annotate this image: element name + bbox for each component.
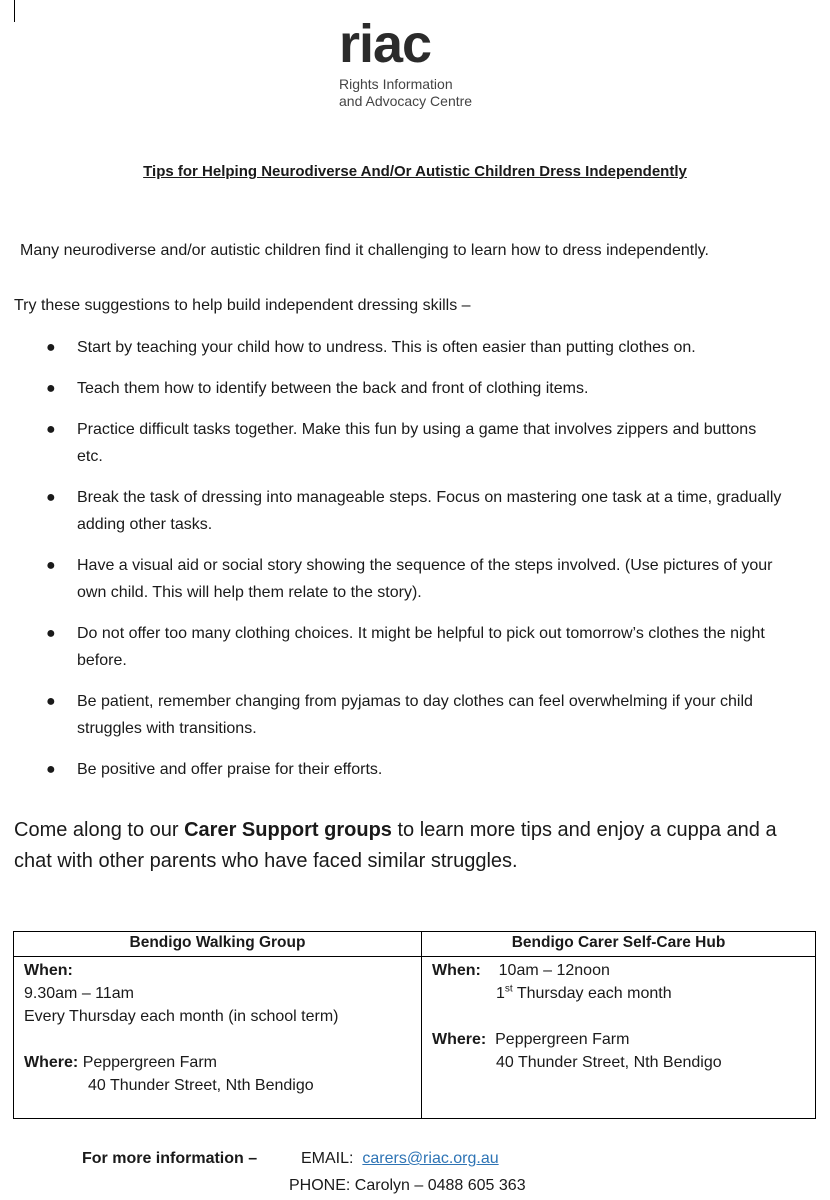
bullet-icon: ● xyxy=(46,693,56,710)
phone-line: PHONE: Carolyn – 0488 605 363 xyxy=(289,1177,526,1194)
walking-group-details xyxy=(14,957,422,1119)
when-label: When: xyxy=(432,962,481,979)
hub-time: 10am – 12noon xyxy=(498,962,610,979)
bullet-icon: ● xyxy=(46,489,56,506)
walking-time: 9.30am – 11am xyxy=(24,985,134,1002)
selfcare-hub-details xyxy=(422,957,816,1119)
tip-item: ● Start by teaching your child how to undress. This is often easier than putting clothes on. xyxy=(46,334,786,361)
tip-item: ● Practice difficult tasks together. Make this fun by using a game that involves zippers and buttons etc. xyxy=(46,416,786,470)
riac-logo xyxy=(339,12,499,112)
when-label: When: xyxy=(24,962,73,979)
hub-venue: Peppergreen Farm xyxy=(495,1031,630,1048)
walking-group-heading: Bendigo Walking Group xyxy=(14,932,422,957)
hub-frequency: 1st Thursday each month xyxy=(496,983,672,1002)
groups-table xyxy=(13,931,816,1119)
carer-support-invite: Come along to our Carer Support groups to learn more tips and enjoy a cuppa and a chat with other parents who have faced similar struggles. xyxy=(14,819,777,872)
walking-address: 40 Thunder Street, Nth Bendigo xyxy=(88,1077,314,1094)
logo-subtitle-line2: and Advocacy Centre xyxy=(339,93,473,109)
logo-subtitle xyxy=(339,76,472,110)
suggestions-lead: Try these suggestions to help build independent dressing skills – xyxy=(14,297,471,314)
groups-header-row xyxy=(14,932,816,957)
selfcare-hub-heading: Bendigo Carer Self-Care Hub xyxy=(422,932,816,957)
tip-item: ● Have a visual aid or social story showing the sequence of the steps involved. (Use pictures of your own child. This will help them relate to the story). xyxy=(46,552,786,606)
logo-wordmark: riac xyxy=(339,14,432,74)
text-cursor xyxy=(14,0,15,22)
tip-item: ● Be patient, remember changing from pyjamas to day clothes can feel overwhelming if your child struggles with transitions. xyxy=(46,688,786,742)
tip-item: ● Be positive and offer praise for their efforts. xyxy=(46,756,786,783)
email-link[interactable]: carers@riac.org.au xyxy=(362,1150,499,1167)
bullet-icon: ● xyxy=(46,339,56,356)
bullet-icon: ● xyxy=(46,557,56,574)
bullet-icon: ● xyxy=(46,380,56,397)
walking-venue: Peppergreen Farm xyxy=(82,1054,217,1071)
where-label: Where: xyxy=(24,1054,79,1071)
document-title: Tips for Helping Neurodiverse And/Or Autistic Children Dress Independently xyxy=(143,163,687,180)
tip-item: ● Do not offer too many clothing choices. It might be helpful to pick out tomorrow’s clothes the night before. xyxy=(46,620,786,674)
tip-item: ● Teach them how to identify between the back and front of clothing items. xyxy=(46,375,786,402)
walking-frequency: Every Thursday each month (in school term) xyxy=(24,1008,339,1025)
email-label: EMAIL: xyxy=(301,1150,354,1167)
email-line xyxy=(301,1150,499,1168)
more-info-label: For more information – xyxy=(82,1150,258,1167)
where-label: Where: xyxy=(432,1031,487,1048)
bullet-icon: ● xyxy=(46,421,56,438)
logo-subtitle-line1: Rights Information xyxy=(339,76,453,92)
carer-support-emphasis: Carer Support groups xyxy=(184,819,392,841)
groups-detail-row xyxy=(14,957,816,1119)
hub-address: 40 Thunder Street, Nth Bendigo xyxy=(496,1054,722,1071)
bullet-icon: ● xyxy=(46,761,56,778)
tip-item: ● Break the task of dressing into manageable steps. Focus on mastering one task at a time, gradually adding other tasks. xyxy=(46,484,786,538)
bullet-icon: ● xyxy=(46,625,56,642)
intro-paragraph: Many neurodiverse and/or autistic children find it challenging to learn how to dress independently. xyxy=(20,242,709,259)
